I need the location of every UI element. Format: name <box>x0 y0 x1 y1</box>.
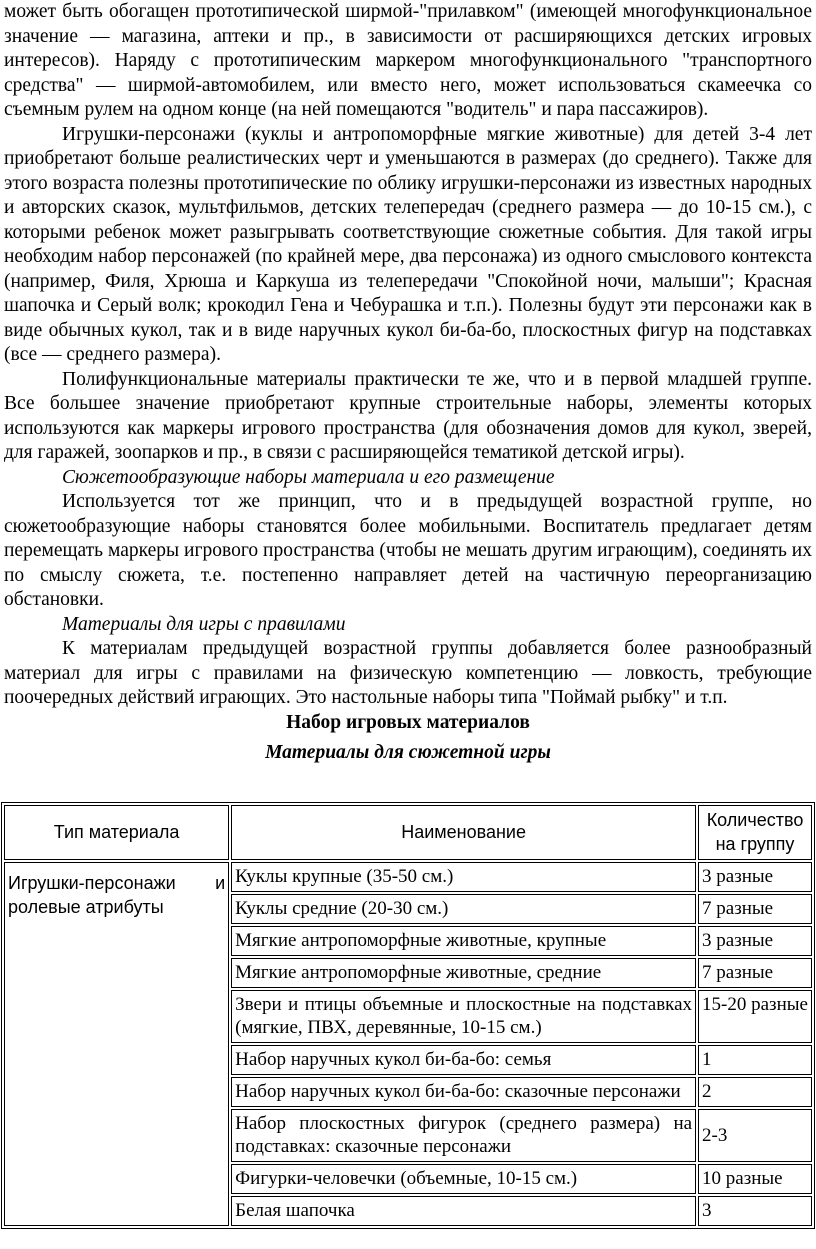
materials-table <box>1 802 815 1229</box>
heading-plot-sets: Сюжетообразующие наборы материала и его размещение <box>62 466 555 488</box>
item-name: Звери и птицы объемные и плоскостные на подставках (мягкие, ПВХ, деревянные, 10-15 см.) <box>231 990 696 1043</box>
header-qty: Количество на группу <box>698 805 812 860</box>
item-qty: 2 <box>698 1077 812 1107</box>
materials-table-wrap <box>0 802 816 1229</box>
paragraph-polyfunctional-materials: Полифункциональные материалы практически те же, что и в первой младшей группе. Все большее значение приобретают крупные строительные наборы, элементы которых используются как маркеры игрового пространства (для обозначения домов для кукол, зверей, для гаражей, зоопарков и пр., в связи с расширяющейся тематикой детской игры). <box>4 368 812 463</box>
header-name: Наименование <box>231 805 696 860</box>
item-qty: 3 разные <box>698 862 812 892</box>
header-type: Тип материала <box>4 805 229 860</box>
item-name: Куклы средние (20-30 см.) <box>231 894 696 924</box>
item-qty: 3 <box>698 1196 812 1226</box>
paragraph-screen-counter: может быть обогащен прототипической ширмой-"прилавком" (имеющей многофункциональное значение — магазина, аптеки и пр., в зависимости от расширяющихся детских игровых интересов). Наряду с прототипическим маркером многофункционального "транспортного средства" — ширмой-автомобилем, или вместо него, может использоваться скамеечка со съемным рулем на одном конце (на ней помещаются "водитель" и пара пассажиров). <box>4 1 812 120</box>
item-qty: 1 <box>698 1045 812 1075</box>
item-name: Фигурки-человечки (объемные, 10-15 см.) <box>231 1164 696 1194</box>
item-qty: 2-3 <box>698 1109 812 1162</box>
table-header-row <box>4 805 812 860</box>
paragraph-toy-characters: Игрушки-персонажи (куклы и антропоморфные мягкие животные) для детей 3-4 лет приобретают больше реалистических черт и уменьшаются в размерах (до среднего). Также для этого возраста полезны прототипические по облику игрушки-персонажи из известных народных и авторских сказок, мультфильмов, детских телепередач (среднего размера — до 10-15 см.), с которыми ребенок может разыгрывать соответствующие сюжетные события. Для такой игры необходим набор персонажей (по крайней мере, два персонажа) из одного смыслового контекста (например, Филя, Хрюша и Каркуша из телепередачи "Спокойной ночи, малыши"; Красная шапочка и Серый волк; крокодил Гена и Чебурашка и т.п.). Полезны будут эти персонажи как в виде обычных кукол, так и в виде наручных кукол би-ба-бо, плоскостных фигур на подставках (все — среднего размера). <box>4 123 812 365</box>
section-title: Набор игровых материалов <box>286 711 530 733</box>
type-cell: Игрушки-персонажи и ролевые атрибуты <box>4 862 229 1226</box>
item-name: Набор плоскостных фигурок (среднего размера) на подставках: сказочные персонажи <box>231 1109 696 1162</box>
section-subtitle: Материалы для сюжетной игры <box>265 742 551 763</box>
heading-rule-games: Материалы для игры с правилами <box>62 613 346 635</box>
item-name: Набор наручных кукол би-ба-бо: семья <box>231 1045 696 1075</box>
item-name: Куклы крупные (35-50 см.) <box>231 862 696 892</box>
item-name: Мягкие антропоморфные животные, крупные <box>231 926 696 956</box>
table-row <box>4 862 812 892</box>
item-qty: 7 разные <box>698 894 812 924</box>
item-qty: 15-20 разные <box>698 990 812 1043</box>
item-name: Мягкие антропоморфные животные, средние <box>231 958 696 988</box>
item-name: Набор наручных кукол би-ба-бо: сказочные персонажи <box>231 1077 696 1107</box>
paragraph-plot-sets: Используется тот же принцип, что и в предыдущей возрастной группе, но сюжетообразующие наборы становятся более мобильными. Воспитатель предлагает детям перемещать маркеры игрового пространства (чтобы не мешать другим играющим), соединять их по смыслу сюжета, т.е. постепенно направляет детей на частичную переорганизацию обстановки. <box>4 491 812 610</box>
paragraph-rule-games: К материалам предыдущей возрастной группы добавляется более разнообразный материал для игры с правилами на физическую компетенцию — ловкость, требующие поочередных действий играющих. Это настольные наборы типа "Поймай рыбку" и т.п. <box>4 638 812 708</box>
item-name: Белая шапочка <box>231 1196 696 1226</box>
item-qty: 7 разные <box>698 958 812 988</box>
item-qty: 3 разные <box>698 926 812 956</box>
item-qty: 10 разные <box>698 1164 812 1194</box>
